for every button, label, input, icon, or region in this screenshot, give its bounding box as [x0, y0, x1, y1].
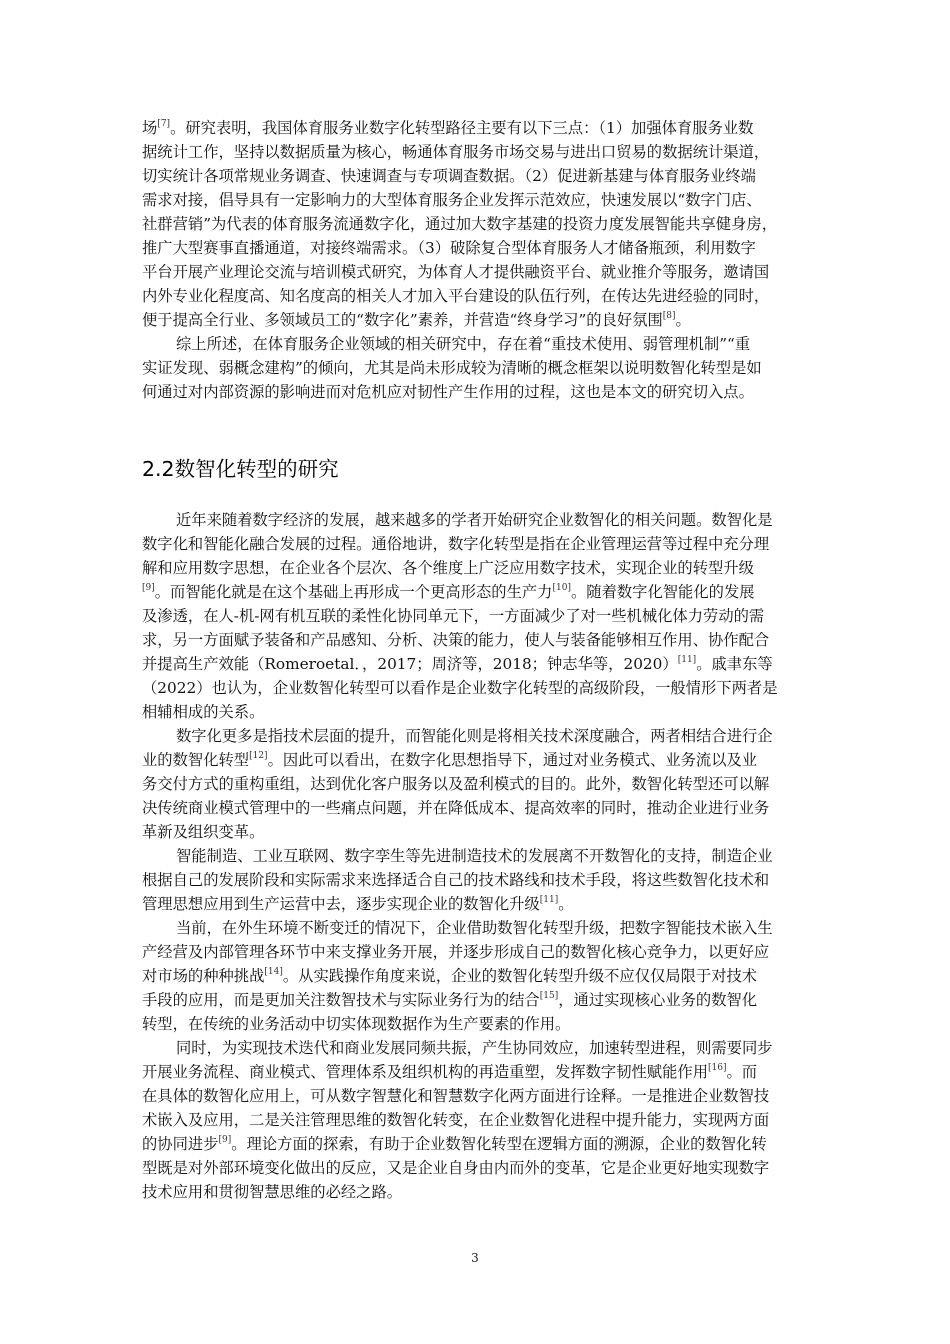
text-segment: 据统计工作，坚持以数据质量为核心，畅通体育服务市场交易与进出口贸易的数据统计渠道， — [142, 143, 770, 161]
citation-marker: [9] — [218, 1135, 232, 1145]
text-segment: 的协同进步 — [142, 1135, 219, 1153]
text-segment: 术嵌入及应用，二是关注管理思维的数智化转变，在企业数智化进程中提升能力，实现两方面 — [142, 1111, 770, 1129]
text-segment: 。 — [558, 895, 574, 913]
text-segment: （2022）也认为，企业数智化转型可以看作是企业数字化转型的高级阶段，一般情形下两者是 — [142, 679, 778, 697]
text-line — [142, 1132, 832, 1156]
text-line — [142, 700, 832, 724]
text-line — [142, 628, 832, 652]
text-segment: 并提高生产效能（Romeroetal．，2017；周济等，2018；钟志华等，2020） — [142, 655, 678, 673]
page-number: 3 — [471, 1251, 479, 1265]
citation-marker: [11] — [677, 655, 697, 665]
text-segment: 产经营及内部管理各环节中来支撑业务开展，并逐步形成自己的数智化核心竞争力，以更好应 — [142, 943, 770, 961]
text-segment: 平台开展产业理论交流与培训模式研究，为体育人才提供融资平台、就业推介等服务，邀请国 — [142, 263, 770, 281]
text-line — [142, 332, 832, 356]
text-segment: 。研究表明，我国体育服务业数字化转型路径主要有以下三点：（1）加强体育服务业数 — [170, 119, 754, 137]
text-segment: 内外专业化程度高、知名度高的相关人才加入平台建设的队伍行列，在传达先进经验的同时， — [142, 287, 770, 305]
text-segment: 同时，为实现技术迭代和商业发展同频共振，产生协同效应，加速转型进程，则需要同步 — [176, 1039, 773, 1057]
text-segment: 。理论方面的探索，有助于企业数智化转型在逻辑方面的溯源，企业的数智化转 — [231, 1135, 767, 1153]
text-segment: 。随着数字化智能化的发展 — [570, 583, 755, 601]
text-line — [142, 556, 832, 580]
text-segment: ，通过实现核心业务的数智化 — [558, 991, 758, 1009]
text-segment: 。 — [675, 311, 691, 329]
text-segment: 综上所述，在体育服务企业领域的相关研究中，存在着“重技术使用、弱管理机制”“重 — [176, 335, 751, 353]
text-segment: 。因此可以看出，在数字化思想指导下，通过对业务模式、业务流以及业 — [267, 751, 758, 769]
text-segment: 相辅相成的关系。 — [142, 703, 265, 721]
citation-marker: [9] — [142, 583, 155, 593]
text-line — [142, 1036, 832, 1060]
text-line — [142, 308, 832, 332]
text-line — [142, 892, 832, 916]
text-line — [142, 380, 832, 404]
text-segment: 技术应用和贯彻智慧思维的必经之路。 — [142, 1183, 403, 1201]
text-line — [142, 508, 832, 532]
text-line — [142, 676, 832, 700]
text-line — [142, 748, 832, 772]
text-segment: 场 — [142, 119, 158, 137]
text-line — [142, 140, 832, 164]
text-segment: 求，另一方面赋予装备和产品感知、分析、决策的能力，使人与装备能够相互作用、协作配合 — [142, 631, 770, 649]
citation-marker: [7] — [157, 119, 171, 129]
text-segment: 务交付方式的重构重组，达到优化客户服务以及盈利模式的目的。此外，数智化转型还可以解 — [142, 775, 770, 793]
text-line — [142, 1108, 832, 1132]
citation-marker: [14] — [264, 967, 283, 977]
text-line — [142, 1012, 832, 1036]
text-line — [142, 820, 832, 844]
text-segment: 当前，在外生环境不断变迁的情况下，企业借助数智化转型升级，把数字智能技术嵌入生 — [176, 919, 773, 937]
citation-marker: [8] — [662, 311, 676, 321]
text-line — [142, 284, 832, 308]
section-heading: 2.2数智化转型的研究 — [142, 457, 339, 481]
text-segment: 何通过对内部资源的影响进而对危机应对韧性产生作用的过程，这也是本文的研究切入点。 — [142, 383, 754, 401]
text-line — [142, 356, 832, 380]
text-segment: 管理思想应用到生产运营中去，逐步实现企业的数智化升级 — [142, 895, 540, 913]
text-segment: 推广大型赛事直播通道，对接终端需求。（3）破除复合型体育服务人才储备瓶颈，利用数字 — [142, 239, 756, 257]
text-line — [142, 1060, 832, 1084]
text-segment: 解和应用数字思想，在企业各个层次、各个维度上广泛应用数字技术，实现企业的转型升级 — [142, 559, 754, 577]
text-segment: 。从实践操作角度来说，企业的数智化转型升级不应仅仅局限于对技术 — [282, 967, 758, 985]
text-segment: 型既是对外部环境变化做出的反应，又是企业自身由内而外的变革，它是企业更好地实现数字 — [142, 1159, 770, 1177]
text-segment: 。而 — [726, 1063, 758, 1081]
text-segment: 转型，在传统的业务活动中切实体现数据作为生产要素的作用。 — [142, 1015, 571, 1033]
text-line — [142, 772, 832, 796]
citation-marker: [12] — [249, 751, 268, 761]
text-segment: 社群营销”为代表的体育服务流通数字化，通过加大数字基建的投资力度发展智能共享健身房， — [142, 215, 777, 233]
text-line — [142, 844, 832, 868]
text-line — [142, 868, 832, 892]
text-line — [142, 1156, 832, 1180]
text-line — [142, 940, 832, 964]
text-segment: 业的数智化转型 — [142, 751, 250, 769]
text-line — [142, 988, 832, 1012]
text-segment: 。戚聿东等 — [696, 655, 773, 673]
text-line — [142, 260, 832, 284]
text-line — [142, 652, 832, 676]
section-2-2-body — [142, 508, 832, 1204]
citation-marker: [11] — [539, 895, 559, 905]
text-line — [142, 916, 832, 940]
text-segment: 数字化和智能化融合发展的过程。通俗地讲，数字化转型是指在企业管理运营等过程中充分理 — [142, 535, 770, 553]
text-segment: 及渗透，在人-机-网有机互联的柔性化协同单元下，一方面减少了对一些机械化体力劳动的需 — [142, 607, 765, 625]
text-line — [142, 236, 832, 260]
text-line — [142, 1180, 832, 1204]
text-segment: 需求对接，倡导具有一定影响力的大型体育服务企业发挥示范效应，快速发展以“数字门店、 — [142, 191, 762, 209]
text-segment: 根据自己的发展阶段和实际需求来选择适合自己的技术路线和技术手段，将这些数智化技术和 — [142, 871, 770, 889]
text-line — [142, 1084, 832, 1108]
text-segment: 近年来随着数字经济的发展，越来越多的学者开始研究企业数智化的相关问题。数智化是 — [176, 511, 773, 529]
text-segment: 革新及组织变革。 — [142, 823, 265, 841]
citation-marker: [10] — [552, 583, 571, 593]
text-segment: 实证发现、弱概念建构”的倾向，尤其是尚未形成较为清晰的概念框架以说明数智化转型是如 — [142, 359, 762, 377]
citation-marker: [16] — [708, 1063, 727, 1073]
text-segment: 数字化更多是指技术层面的提升，而智能化则是将相关技术深度融合，两者相结合进行企 — [176, 727, 773, 745]
text-line — [142, 532, 832, 556]
text-line — [142, 796, 832, 820]
text-segment: 对市场的种种挑战 — [142, 967, 265, 985]
text-line — [142, 164, 832, 188]
section-2-1-continuation — [142, 116, 832, 404]
text-line — [142, 964, 832, 988]
text-line — [142, 188, 832, 212]
text-line — [142, 116, 832, 140]
text-segment: 切实统计各项常规业务调查、快速调查与专项调查数据。（2）促进新基建与体育服务业终端 — [142, 167, 756, 185]
text-segment: 决传统商业模式管理中的一些痛点问题，并在降低成本、提高效率的同时，推动企业进行业务 — [142, 799, 770, 817]
text-segment: 。而智能化就是在这个基础上再形成一个更高形态的生产力 — [154, 583, 553, 601]
text-line — [142, 724, 832, 748]
text-segment: 便于提高全行业、多领域员工的“数字化”素养，并营造“终身学习”的良好氛围 — [142, 311, 663, 329]
citation-marker: [15] — [539, 991, 559, 1001]
text-segment: 开展业务流程、商业模式、管理体系及组织机构的再造重塑，发挥数字韧性赋能作用 — [142, 1063, 708, 1081]
text-line — [142, 604, 832, 628]
text-segment: 智能制造、工业互联网、数字孪生等先进制造技术的发展离不开数智化的支持，制造企业 — [176, 847, 773, 865]
text-line — [142, 580, 832, 604]
text-segment: 手段的应用，而是更加关注数智技术与实际业务行为的结合 — [142, 991, 540, 1009]
text-segment: 在具体的数智化应用上，可从数字智慧化和智慧数字化两方面进行诠释。一是推进企业数智技 — [142, 1087, 770, 1105]
text-line — [142, 212, 832, 236]
